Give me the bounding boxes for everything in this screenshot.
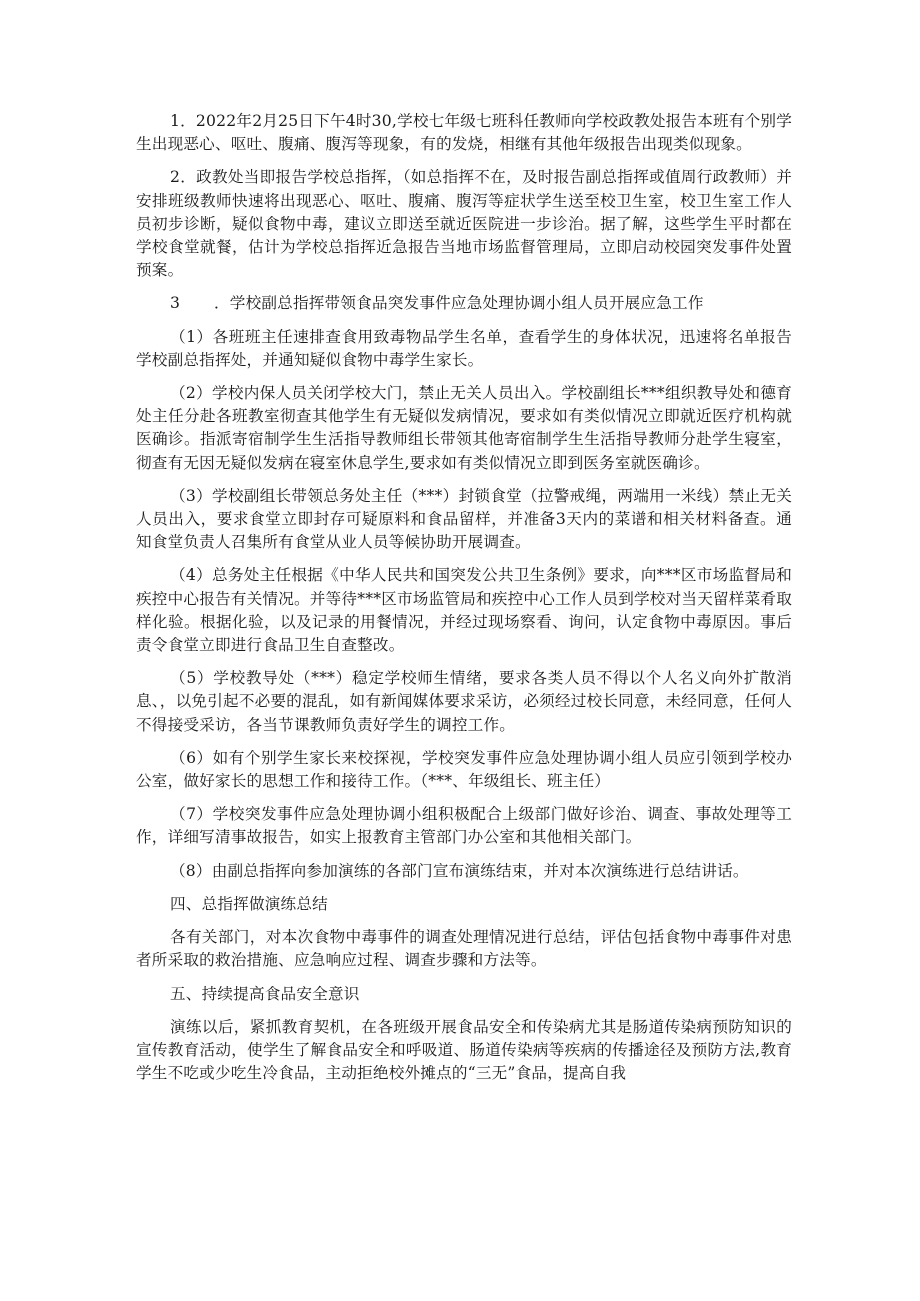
paragraph-3-heading [136, 292, 792, 315]
paragraph-5: 演练以后，紧抓教育契机，在各班级开展食品安全和传染病尤其是肠道传染病预防知识的宣传教育活动，使学生了解食品安全和呼吸道、肠道传染病等疾病的传播途径及预防方法,教育学生不吃或少吃生冷食品，主动拒绝校外摊点的“三无”食品，提高自我 [136, 1017, 792, 1083]
section-heading-4: 四、总指挥做演练总结 [170, 894, 328, 913]
paragraph-4: 各有关部门，对本次食物中毒事件的调查处理情况进行总结，评估包括食物中毒事件对患者所采取的救治措施、应急响应过程、调查步骤和方法等。 [136, 928, 792, 970]
paragraph-1: 1．2022年2月25日下午4时30,学校七年级七班科任教师向学校政教处报告本班有个别学生出现恶心、呕吐、腹痛、腹泻等现象，有的发烧，相继有其他年级报告出现类似现象。 [136, 112, 792, 154]
sub-item-6: （6）如有个别学生家长来校探视，学校突发事件应急处理协调小组人员应引领到学校办公室，做好家长的思想工作和接待工作。（***、年级组长、班主任） [136, 748, 792, 791]
section-heading-5: 五、持续提高食品安全意识 [170, 984, 360, 1003]
paragraph-3-number: 3 [170, 294, 181, 313]
document-page [136, 110, 792, 1095]
sub-item-8: （8）由副总指挥向参加演练的各部门宣布演练结束，并对本次演练进行总结讲话。 [170, 861, 749, 880]
sub-item-3: （3）学校副组长带领总务处主任（***）封锁食堂（拉警戒绳，两端用一米线）禁止无关人员出入，要求食堂立即封存可疑原料和食品留样，并准备3天内的菜谱和相关材料备查。通知食堂负责人召集所有食堂从业人员等候协助开展调查。 [136, 486, 792, 552]
sub-item-1: （1）各班班主任速排查食用致毒物品学生名单，查看学生的身体状况，迅速将名单报告学校副总指挥处，并通知疑似食物中毒学生家长。 [136, 327, 792, 369]
sub-item-2: （2）学校内保人员关闭学校大门，禁止无关人员出入。学校副组长***组织教导处和德育处主任分赴各班教室彻查其他学生有无疑似发病情况，要求如有类似情况立即就近医疗机构就医确诊。指派寄宿制学生生活指导教师组长带领其他寄宿制学生生活指导教师分赴学生寝室，彻查有无因无疑似发病在寝室休息学生,要求如有类似情况立即到医务室就医确诊。 [136, 384, 792, 472]
sub-item-4: （4）总务处主任根据《中华人民共和国突发公共卫生条例》要求，向***区市场监督局和疾控中心报告有关情况。并等待***区市场监管局和疾控中心工作人员到学校对当天留样菜肴取样化验。根据化验，以及记录的用餐情况，并经过现场察看、询问，认定食物中毒原因。事后责令食堂立即进行食品卫生自查整改。 [136, 566, 792, 655]
sub-item-7: （7）学校突发事件应急处理协调小组积极配合上级部门做好诊治、调查、事故处理等工作，详细写清事故报告，如实上报教育主管部门办公室和其他相关部门。 [136, 805, 792, 847]
paragraph-2: 2．政教处当即报告学校总指挥，（如总指挥不在，及时报告副总指挥或值周行政教师）并安排班级教师快速将出现恶心、呕吐、腹痛、腹泻等症状学生送至校卫生室，校卫生室工作人员初步诊断，疑似食物中毒，建议立即送至就近医院进一步诊治。据了解，这些学生平时都在学校食堂就餐，估计为学校总指挥近急报告当地市场监督管理局，立即启动校园突发事件处置预案。 [136, 168, 792, 280]
paragraph-3-text: ．学校副总指挥带领食品突发事件应急处理协调小组人员开展应急工作 [214, 294, 704, 313]
sub-item-5: （5）学校教导处（***）稳定学校师生情绪，要求各类人员不得以个人名义向外扩散消息、，以免引起不必要的混乱，如有新闻媒体要求采访，必须经过校长同意，未经同意，任何人不得接受采访，各当节课教师负责好学生的调控工作。 [136, 669, 792, 734]
